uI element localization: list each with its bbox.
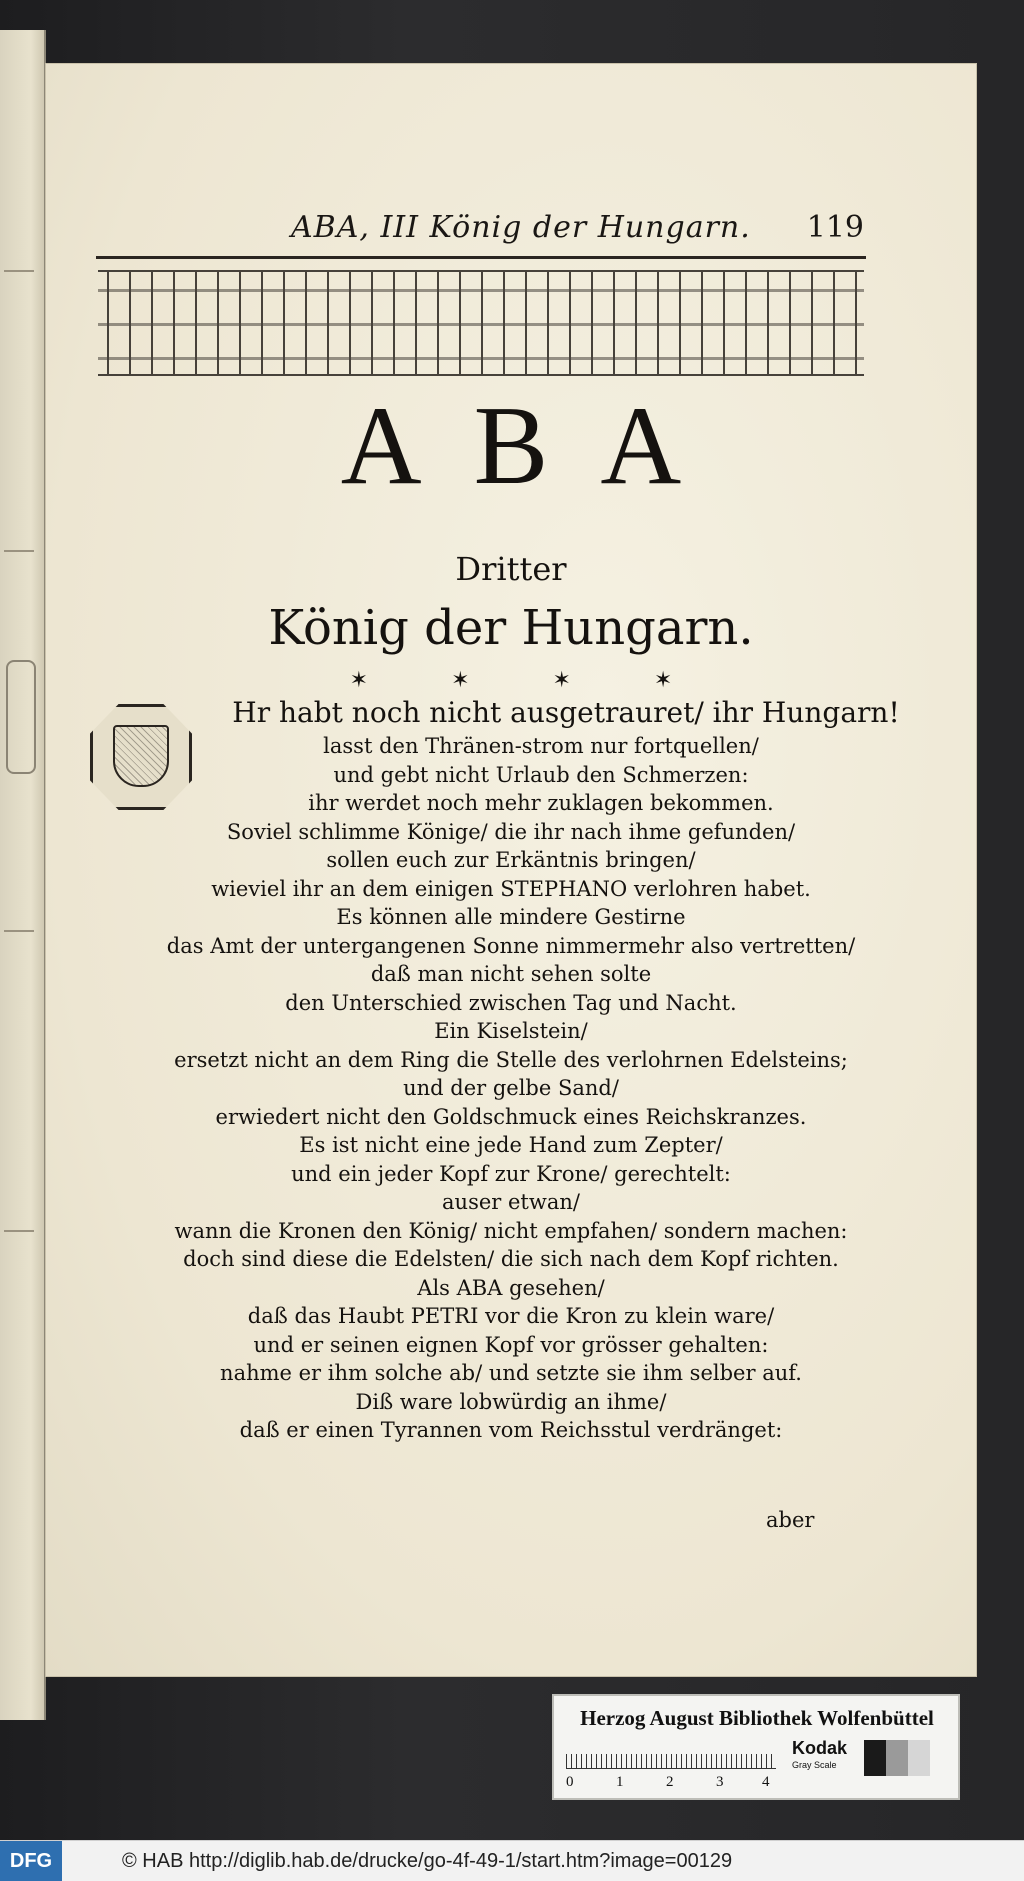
text-line: Als ABA gesehen/ [417, 1275, 605, 1300]
text-line: auser etwan/ [442, 1190, 580, 1214]
text-line: ihr werdet noch mehr zuklagen bekommen. [308, 791, 774, 815]
gray-swatch [908, 1740, 930, 1776]
subtitle-dritter: Dritter [455, 550, 567, 588]
ruler-number: 2 [666, 1774, 674, 1790]
text-line: das Amt der untergangenen Sonne nimmermehr also vertretten/ [166, 933, 856, 958]
page-number: 119 [806, 210, 864, 245]
text-line: Diß ware lobwürdig an ihme/ [355, 1389, 667, 1414]
text-line: den Unterschied zwischen Tag und Nacht. [285, 990, 737, 1015]
text-line: Soviel schlimme Könige/ die ihr nach ihme gefunden/ [226, 819, 796, 844]
viewer-footer [0, 1840, 1024, 1881]
ruler [566, 1738, 776, 1769]
institution-label: Herzog August Bibliothek Wolfenbüttel [580, 1706, 934, 1730]
star-ornaments: ✶ ✶ ✶ ✶ [349, 668, 711, 693]
text-line: und er seinen eignen Kopf vor grösser gehalten: [253, 1332, 769, 1357]
text-line: daß er einen Tyrannen vom Reichsstul verdränget: [239, 1418, 783, 1442]
previous-page-edge [0, 30, 46, 1720]
text-line: erwiedert nicht den Goldschmuck eines Reichskranzes. [215, 1104, 807, 1129]
text-line: ersetzt nicht an dem Ring die Stelle des verlohrnen Edelsteins; [174, 1047, 848, 1072]
main-title: ABA [340, 384, 734, 508]
running-header [96, 204, 866, 252]
kodak-logo: Kodak [792, 1738, 848, 1758]
subtitle-koenig: König der Hungarn. [268, 600, 754, 656]
prev-page-mark [4, 930, 34, 932]
text-line: Ein Kiselstein/ [434, 1019, 588, 1043]
text-line: wieviel ihr an dem einigen STEPHANO verlohren habet. [211, 876, 811, 901]
text-line: doch sind diese die Edelsten/ die sich nach dem Kopf richten. [183, 1247, 839, 1271]
text-line: Es können alle mindere Gestirne [336, 905, 686, 929]
body-text [86, 694, 936, 1445]
text-line: Hr habt noch nicht ausgetrauret/ ihr Hungarn! [232, 696, 900, 729]
text-line: und der gelbe Sand/ [403, 1076, 619, 1100]
header-rule [96, 256, 866, 259]
prev-page-mark [4, 550, 34, 552]
text-line: nahme er ihm solche ab/ und setzte sie ihm selber auf. [220, 1361, 802, 1385]
prev-page-mark [4, 270, 34, 272]
text-line: daß das Haubt PETRI vor die Kron zu klein ware/ [247, 1304, 775, 1328]
text-line: daß man nicht sehen solte [370, 962, 652, 986]
dfg-logo: DFG [0, 1841, 62, 1881]
prev-page-mark [4, 1230, 34, 1232]
ruler-number: 1 [616, 1774, 624, 1790]
ruler-number: 3 [716, 1774, 724, 1790]
text-line: Es ist nicht eine jede Hand zum Zepter/ [299, 1133, 723, 1157]
book-page [46, 64, 976, 1676]
gray-scale-label: Gray Scale [792, 1760, 837, 1770]
gray-swatch [864, 1740, 886, 1776]
text-line: sollen euch zur Erkäntnis bringen/ [326, 848, 696, 872]
ruler-number: 0 [566, 1774, 574, 1790]
text-line: wann die Kronen den König/ nicht empfahen/ sondern machen: [174, 1218, 848, 1243]
color-scale-card [552, 1694, 960, 1800]
ornamental-border [98, 270, 864, 376]
catchword: aber [766, 1508, 815, 1532]
gray-swatch [886, 1740, 908, 1776]
ruler-number: 4 [762, 1774, 770, 1790]
text-line: und ein jeder Kopf zur Krone/ gerechtelt: [291, 1161, 731, 1186]
running-title: ABA, III König der Hungarn. [291, 210, 751, 245]
prev-page-stamp [6, 660, 36, 774]
source-credit-link[interactable]: © HAB http://diglib.hab.de/drucke/go-4f-49-1/start.htm?image=00129 [122, 1850, 733, 1872]
text-line: und gebt nicht Urlaub den Schmerzen: [333, 762, 749, 787]
text-line: lasst den Thränen-strom nur fortquellen/ [323, 734, 759, 758]
